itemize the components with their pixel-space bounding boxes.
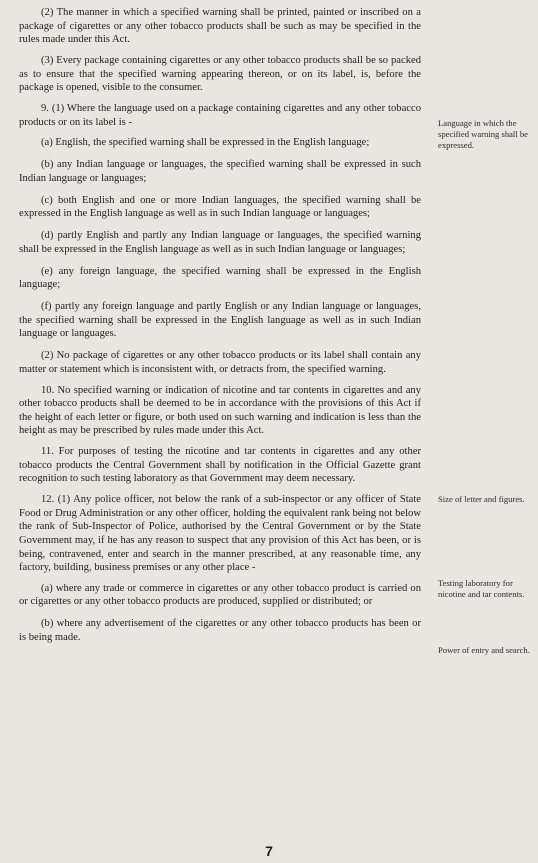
main-text-column [19, 6, 421, 653]
clause-9-e: (e) any foreign language, the specified warning shall be expressed in the English language; [19, 265, 421, 291]
clause-9-f: (f) partly any foreign language and partly English or any Indian language or languages, the specified warning shall be expressed in the English language as well as in such Indian language or languages. [19, 301, 421, 340]
margin-note-testing: Testing laboratory for nicotine and tar contents. [438, 578, 525, 599]
section-10: 10. No specified warning or indication of nicotine and tar contents in cigarettes and any other tobacco products shall be deemed to be in accordance with the provisions of this Act if the height of each letter or figure, or both used on such warning and indication is less than the height as may be prescribed by rules made under this Act. [19, 384, 421, 437]
paragraph-9-2: (2) No package of cigarettes or any other tobacco products or its label shall contain any matter or statement which is inconsistent with, or detracts from, the specified warning. [19, 350, 421, 375]
clause-9-d: (d) partly English and partly any Indian language or languages, the specified warning shall be expressed in the English language as well as in such Indian language or languages; [19, 230, 421, 255]
paragraph-8-3: (3) Every package containing cigarettes or any other tobacco products shall be so packed as to ensure that the specified warning appearing thereon, or on its label, is, before the package is opened, visible to the consumer. [19, 54, 421, 94]
clause-9-b: (b) any Indian language or languages, the specified warning shall be expressed in such Indian language or languages; [19, 159, 421, 184]
section-11: 11. For purposes of testing the nicotine and tar contents in cigarettes and any other tobacco products the Central Government shall by notification in the Official Gazette grant recognition to such testing laboratory as that Government may deem necessary. [19, 446, 421, 485]
margin-note-entry: Power of entry and search. [438, 645, 530, 655]
margin-note-size: Size of letter and figures. [438, 494, 525, 504]
clause-12-a: (a) where any trade or commerce in cigarettes or any other tobacco product is carried on or cigarettes or any other tobacco products are produced, supplied or distributed; or [19, 582, 421, 608]
clause-9-a: (a) English, the specified warning shall be expressed in the English language; [41, 137, 370, 149]
section-9-1: 9. (1) Where the language used on a package containing cigarettes and any other tobacco products or on its label is - [19, 102, 421, 128]
clause-12-b: (b) where any advertisement of the cigarettes or any other tobacco products has been or is being made. [19, 618, 421, 643]
page-number: 7 [265, 843, 273, 859]
clause-9-c: (c) both English and one or more Indian languages, the specified warning shall be expressed in the English language as well as in such Indian language or languages; [19, 194, 421, 220]
paragraph-8-2: (2) The manner in which a specified warning shall be printed, painted or inscribed on a package of cigarettes or any other tobacco products shall be such as may be specified in the rules made under this Act. [19, 7, 421, 46]
margin-note-language: Language in which the specified warning shall be expressed. [438, 118, 528, 150]
section-12-1: 12. (1) Any police officer, not below the rank of a sub-inspector or any officer of State Food or Drug Administration or any other officer, holding the equivalent rank being not below the rank of Sub-Inspector of Police, authorised by the Central Government or by the State Government may, if he has any reason to suspect that any provision of this Act has been, or is being, contravened, enter and search in the manner prescribed, at any reasonable time, any factory, building, business premises or any other place - [19, 494, 421, 574]
